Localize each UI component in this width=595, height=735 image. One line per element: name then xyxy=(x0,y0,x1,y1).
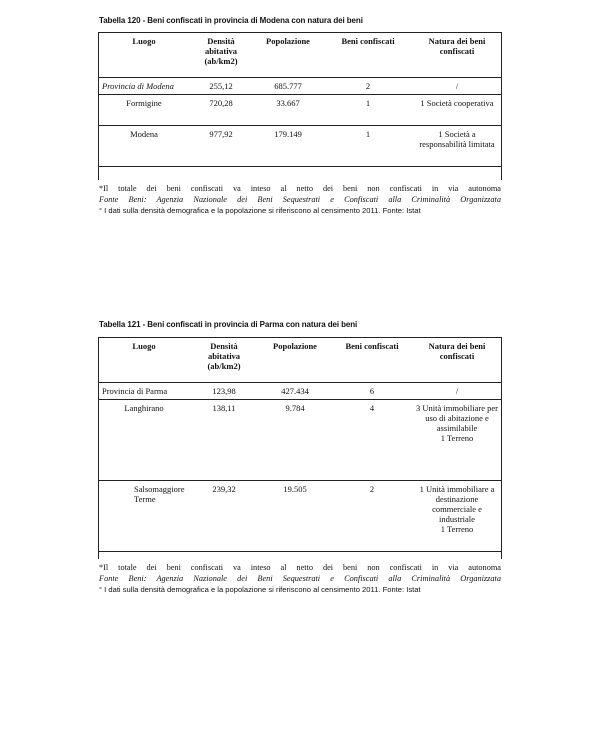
cell-popolazione: 33.667 xyxy=(252,95,324,126)
header-beni: Beni confiscati xyxy=(324,33,412,78)
table-120-frame xyxy=(98,32,502,180)
cell-beni: 2 xyxy=(324,78,412,95)
cell-densita: 123,98 xyxy=(190,383,258,400)
note-census: ° I dati sulla densità demografica e la popolazione si riferiscono al censimento 2011. Fonte: Istat xyxy=(99,585,421,594)
cell-natura: 3 Unità immobiliare per uso di abitazione e assimilabile 1 Terreno xyxy=(412,400,502,481)
cell-natura: 1 Società cooperativa xyxy=(412,95,502,126)
note-source: Fonte Beni: Agenzia Nazionale dei Beni Sequestrati e Confiscati alla Criminalità Organizzata xyxy=(99,195,501,204)
header-natura: Natura dei beni confiscati xyxy=(412,33,502,78)
note-census: ° I dati sulla densità demografica e la popolazione si riferiscono al censimento 2011. Fonte: Istat xyxy=(99,206,421,215)
header-natura: Natura dei beni confiscati xyxy=(412,338,502,383)
cell-beni: 4 xyxy=(332,400,412,481)
table-121-notes xyxy=(99,562,501,595)
cell-natura: / xyxy=(412,78,502,95)
table-121-caption: Tabella 121 - Beni confiscati in provincia di Parma con natura dei beni xyxy=(99,320,358,329)
cell-popolazione: 179.149 xyxy=(252,126,324,167)
cell-natura: 1 Società a responsabilità limitata xyxy=(412,126,502,167)
cell-beni: 1 xyxy=(324,95,412,126)
cell-densita: 720,28 xyxy=(190,95,252,126)
cell-popolazione: 685.777 xyxy=(252,78,324,95)
cell-luogo: Langhirano xyxy=(98,400,190,481)
cell-densita: 239,32 xyxy=(190,481,258,552)
table-120-caption: Tabella 120 - Beni confiscati in provincia di Modena con natura dei beni xyxy=(99,16,363,25)
cell-beni: 2 xyxy=(332,481,412,552)
cell-natura: / xyxy=(412,383,502,400)
note-source: Fonte Beni: Agenzia Nazionale dei Beni Sequestrati e Confiscati alla Criminalità Organizzata xyxy=(99,574,501,583)
header-beni: Beni confiscati xyxy=(332,338,412,383)
cell-beni: 6 xyxy=(332,383,412,400)
header-luogo: Luogo xyxy=(98,33,190,78)
header-popolazione: Popolazione xyxy=(258,338,332,383)
cell-densita: 255,12 xyxy=(190,78,252,95)
cell-beni: 1 xyxy=(324,126,412,167)
cell-densita: 977,92 xyxy=(190,126,252,167)
cell-natura: 1 Unità immobiliare a destinazione commerciale e industriale 1 Terreno xyxy=(412,481,502,552)
header-densita: Densità abitativa (ab/km2) xyxy=(190,33,252,78)
cell-luogo: Modena xyxy=(98,126,190,167)
cell-luogo: Provincia di Parma xyxy=(98,383,190,400)
cell-densita: 138,11 xyxy=(190,400,258,481)
header-densita: Densità abitativa (ab/km2) xyxy=(190,338,258,383)
table-121-frame xyxy=(98,337,502,559)
note-total: *Il totale dei beni confiscati va inteso al netto dei beni non confiscati in via autonoma xyxy=(99,563,501,572)
cell-popolazione: 19.505 xyxy=(258,481,332,552)
cell-luogo: Salsomaggiore Terme xyxy=(98,481,190,552)
header-luogo: Luogo xyxy=(98,338,190,383)
cell-popolazione: 9.784 xyxy=(258,400,332,481)
cell-popolazione: 427.434 xyxy=(258,383,332,400)
cell-luogo: Formigine xyxy=(98,95,190,126)
header-popolazione: Popolazione xyxy=(252,33,324,78)
note-total: *Il totale dei beni confiscati va inteso al netto dei beni non confiscati in via autonoma xyxy=(99,184,501,193)
cell-luogo: Provincia di Modena xyxy=(98,78,190,95)
table-120-notes xyxy=(99,183,501,216)
